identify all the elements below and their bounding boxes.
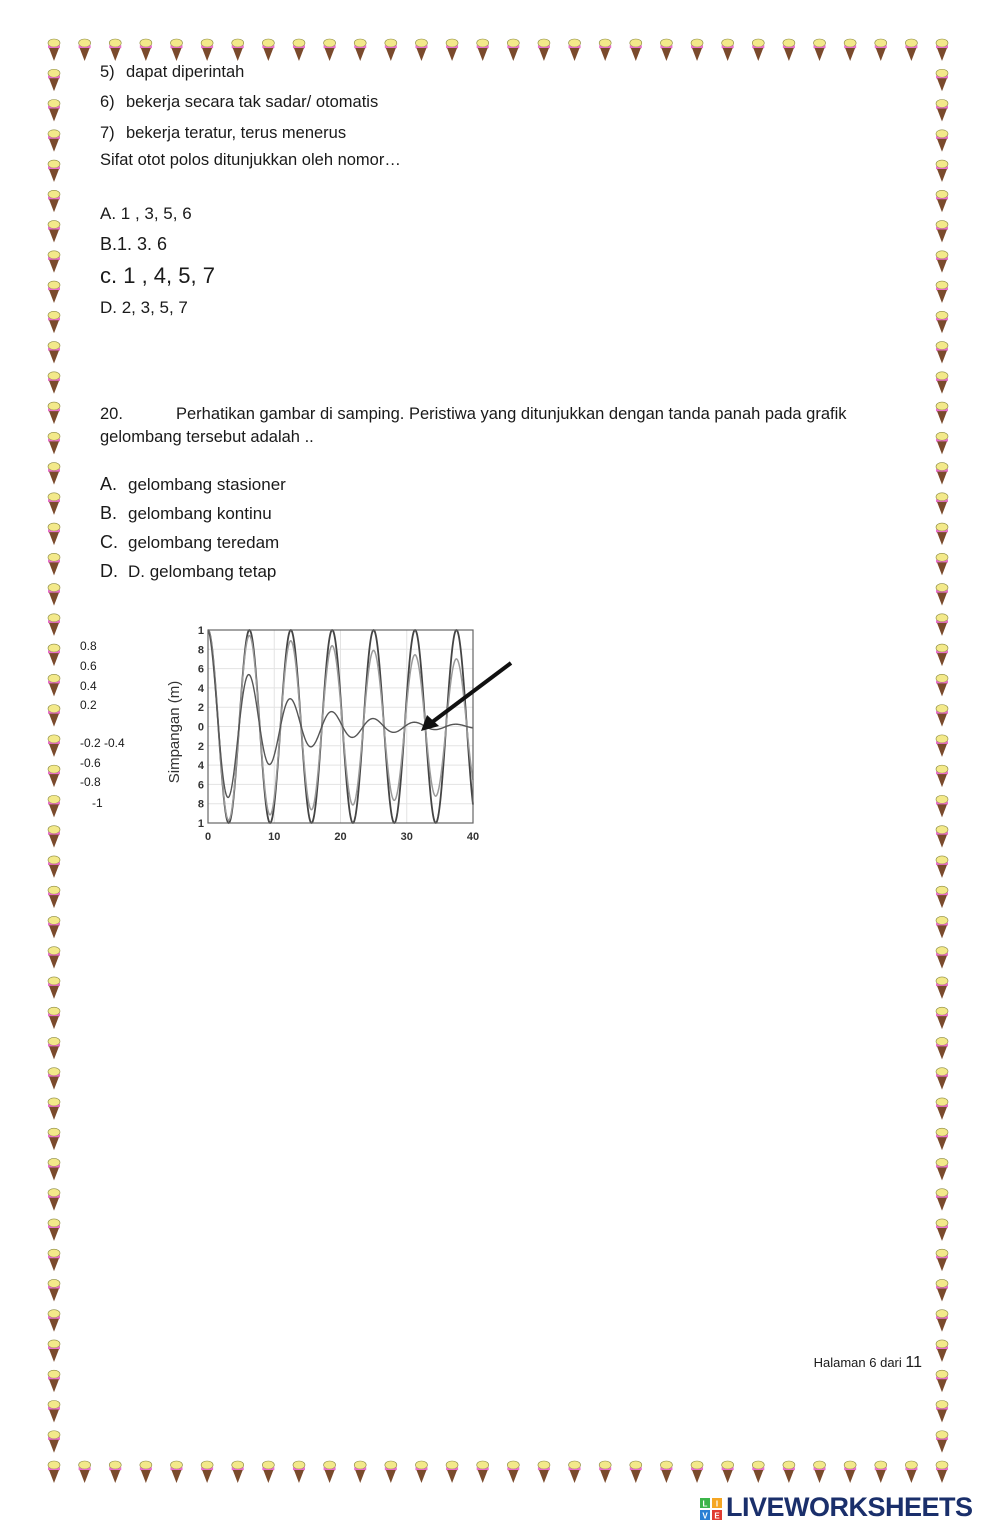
ice-cream-cone-icon bbox=[48, 584, 60, 606]
ice-cream-cone-icon bbox=[936, 1007, 948, 1029]
ice-cream-cone-icon bbox=[936, 1189, 948, 1211]
ice-cream-cone-icon bbox=[936, 705, 948, 727]
ice-cream-cone-icon bbox=[48, 251, 60, 273]
side-axis-label: 0.8 bbox=[80, 639, 97, 653]
ice-cream-cone-icon bbox=[936, 493, 948, 515]
q20-text-line1: Perhatikan gambar di samping. Peristiwa yang ditunjukkan dengan tanda panah pada grafik bbox=[176, 405, 847, 423]
ice-cream-cone-icon bbox=[569, 1461, 581, 1483]
ice-cream-cone-icon bbox=[936, 402, 948, 424]
ice-cream-cone-icon bbox=[722, 39, 734, 61]
ice-cream-cone-icon bbox=[936, 1158, 948, 1180]
ice-cream-cone-icon bbox=[48, 1128, 60, 1150]
ice-cream-cone-icon bbox=[936, 1128, 948, 1150]
ice-cream-cone-icon bbox=[201, 39, 213, 61]
y-tick-label: 1 bbox=[197, 625, 204, 637]
ice-cream-cone-icon bbox=[905, 39, 917, 61]
ice-cream-cone-icon bbox=[507, 39, 519, 61]
y-tick-label: 1 bbox=[197, 818, 204, 830]
ice-cream-cone-icon bbox=[48, 39, 60, 61]
prev-item-7: 7) bekerja teratur, terus menerus bbox=[100, 124, 347, 142]
ice-cream-cone-icon bbox=[262, 1461, 274, 1483]
ice-cream-cone-icon bbox=[660, 39, 672, 61]
ice-cream-cone-icon bbox=[936, 251, 948, 273]
ice-cream-cone-icon bbox=[936, 1279, 948, 1301]
ice-cream-cone-icon bbox=[936, 463, 948, 485]
ice-cream-cone-icon bbox=[936, 644, 948, 666]
ice-cream-cone-icon bbox=[48, 1370, 60, 1392]
ice-cream-cone-icon bbox=[936, 765, 948, 787]
y-axis-label: Simpangan (m) bbox=[166, 680, 183, 784]
ice-cream-cone-icon bbox=[936, 69, 948, 91]
prev-option-c[interactable]: c. 1 , 4, 5, 7 bbox=[100, 263, 215, 288]
ice-cream-cone-icon bbox=[875, 39, 887, 61]
ice-cream-cone-icon bbox=[936, 160, 948, 182]
ice-cream-cone-icon bbox=[936, 39, 948, 61]
ice-cream-cone-icon bbox=[48, 100, 60, 122]
ice-cream-cone-icon bbox=[262, 39, 274, 61]
ice-cream-cone-icon bbox=[415, 39, 427, 61]
ice-cream-cone-icon bbox=[48, 402, 60, 424]
ice-cream-cone-icon bbox=[48, 1310, 60, 1332]
ice-cream-cone-icon bbox=[936, 584, 948, 606]
ice-cream-cone-icon bbox=[324, 39, 336, 61]
prev-item-5: 5) dapat diperintah bbox=[100, 63, 245, 81]
ice-cream-cone-icon bbox=[936, 674, 948, 696]
ice-cream-cone-icon bbox=[752, 39, 764, 61]
side-axis-label: -0.6 bbox=[80, 756, 101, 770]
ice-cream-cone-icon bbox=[48, 553, 60, 575]
ice-cream-cone-icon bbox=[936, 1068, 948, 1090]
ice-cream-cone-icon bbox=[201, 1461, 213, 1483]
q20-option-a[interactable]: A. gelombang stasioner bbox=[100, 474, 286, 494]
ice-cream-cone-icon bbox=[170, 39, 182, 61]
ice-cream-cone-icon bbox=[936, 553, 948, 575]
ice-cream-cone-icon bbox=[936, 1098, 948, 1120]
ice-cream-cone-icon bbox=[48, 916, 60, 938]
ice-cream-cone-icon bbox=[936, 947, 948, 969]
q20-text-line2: gelombang tersebut adalah .. bbox=[100, 428, 314, 446]
ice-cream-cone-icon bbox=[936, 735, 948, 757]
y-tick-label: 6 bbox=[197, 663, 204, 676]
prev-option-b[interactable]: B.1. 3. 6 bbox=[100, 234, 168, 254]
q20-option-b[interactable]: B. gelombang kontinu bbox=[100, 503, 272, 523]
y-tick-label: 0 bbox=[197, 721, 204, 734]
ice-cream-cone-icon bbox=[48, 735, 60, 757]
ice-cream-cone-icon bbox=[936, 1310, 948, 1332]
ice-cream-cone-icon bbox=[936, 977, 948, 999]
ice-cream-cone-icon bbox=[538, 39, 550, 61]
ice-cream-cone-icon bbox=[936, 1037, 948, 1059]
ice-cream-cone-icon bbox=[48, 69, 60, 91]
ice-cream-cone-icon bbox=[48, 463, 60, 485]
ice-cream-cone-icon bbox=[140, 1461, 152, 1483]
ice-cream-cone-icon bbox=[170, 1461, 182, 1483]
ice-cream-cone-icon bbox=[48, 1279, 60, 1301]
svg-text:I: I bbox=[715, 1499, 719, 1509]
ice-cream-cone-icon bbox=[48, 947, 60, 969]
ice-cream-cone-icon bbox=[48, 221, 60, 243]
ice-cream-cone-icon bbox=[48, 190, 60, 212]
brand-watermark bbox=[700, 1492, 995, 1526]
ice-cream-cone-icon bbox=[752, 1461, 764, 1483]
y-tick-label: 6 bbox=[197, 779, 204, 792]
ice-cream-cone-icon bbox=[293, 39, 305, 61]
ice-cream-cone-icon bbox=[232, 39, 244, 61]
svg-text:L: L bbox=[702, 1499, 708, 1509]
ice-cream-cone-icon bbox=[446, 1461, 458, 1483]
y-tick-label: 4 bbox=[197, 760, 204, 773]
ice-cream-cone-icon bbox=[79, 39, 91, 61]
prev-prompt: Sifat otot polos ditunjukkan oleh nomor… bbox=[100, 151, 401, 169]
prev-item-6: 6) bekerja secara tak sadar/ otomatis bbox=[100, 93, 379, 111]
ice-cream-cone-icon bbox=[936, 311, 948, 333]
ice-cream-cone-icon bbox=[232, 1461, 244, 1483]
side-axis-label: 0.4 bbox=[80, 679, 97, 693]
ice-cream-cone-icon bbox=[936, 916, 948, 938]
ice-cream-cone-icon bbox=[477, 39, 489, 61]
side-axis-label: 0.2 bbox=[80, 698, 97, 712]
ice-cream-cone-icon bbox=[48, 644, 60, 666]
ice-cream-cone-icon bbox=[48, 432, 60, 454]
y-tick-label: 4 bbox=[197, 682, 204, 695]
ice-cream-cone-icon bbox=[936, 826, 948, 848]
ice-cream-cone-icon bbox=[385, 39, 397, 61]
ice-cream-cone-icon bbox=[109, 39, 121, 61]
ice-cream-cone-icon bbox=[48, 1037, 60, 1059]
ice-cream-cone-icon bbox=[48, 856, 60, 878]
ice-cream-cone-icon bbox=[48, 674, 60, 696]
ice-cream-cone-icon bbox=[385, 1461, 397, 1483]
ice-cream-cone-icon bbox=[48, 1158, 60, 1180]
ice-cream-cone-icon bbox=[48, 1098, 60, 1120]
prev-option-a[interactable]: A. 1 , 3, 5, 6 bbox=[100, 204, 192, 223]
ice-cream-cone-icon bbox=[477, 1461, 489, 1483]
ice-cream-cone-icon bbox=[140, 39, 152, 61]
ice-cream-cone-icon bbox=[48, 1007, 60, 1029]
ice-cream-cone-icon bbox=[722, 1461, 734, 1483]
ice-cream-cone-icon bbox=[936, 1461, 948, 1483]
q20-option-d[interactable]: D. D. gelombang tetap bbox=[100, 561, 277, 581]
x-tick-label: 20 bbox=[334, 831, 347, 843]
side-axis-label: 0.6 bbox=[80, 659, 97, 673]
ice-cream-cone-icon bbox=[48, 493, 60, 515]
ice-cream-cone-icon bbox=[48, 1189, 60, 1211]
ice-cream-cone-icon bbox=[936, 342, 948, 364]
x-tick-label: 10 bbox=[268, 831, 281, 843]
ice-cream-cone-icon bbox=[599, 39, 611, 61]
ice-cream-cone-icon bbox=[109, 1461, 121, 1483]
ice-cream-cone-icon bbox=[507, 1461, 519, 1483]
ice-cream-cone-icon bbox=[844, 39, 856, 61]
ice-cream-cone-icon bbox=[936, 100, 948, 122]
ice-cream-cone-icon bbox=[875, 1461, 887, 1483]
side-axis-label: -0.2 -0.4 bbox=[80, 736, 125, 750]
ice-cream-cone-icon bbox=[936, 221, 948, 243]
ice-cream-cone-icon bbox=[936, 130, 948, 152]
ice-cream-cone-icon bbox=[48, 795, 60, 817]
svg-text:E: E bbox=[714, 1511, 720, 1520]
ice-cream-cone-icon bbox=[48, 886, 60, 908]
ice-cream-cone-icon bbox=[844, 1461, 856, 1483]
ice-cream-cone-icon bbox=[48, 614, 60, 636]
ice-cream-cone-icon bbox=[936, 190, 948, 212]
ice-cream-cone-icon bbox=[936, 1400, 948, 1422]
ice-cream-cone-icon bbox=[48, 705, 60, 727]
ice-cream-cone-icon bbox=[48, 523, 60, 545]
x-tick-label: 30 bbox=[400, 831, 413, 843]
side-axis-label: -1 bbox=[92, 796, 103, 810]
page-footer: Halaman 6 dari 11 bbox=[813, 1354, 922, 1371]
ice-cream-cone-icon bbox=[936, 432, 948, 454]
ice-cream-cone-icon bbox=[48, 372, 60, 394]
ice-cream-cone-icon bbox=[936, 614, 948, 636]
ice-cream-cone-icon bbox=[936, 523, 948, 545]
ice-cream-cone-icon bbox=[814, 39, 826, 61]
side-axis-label: -0.8 bbox=[80, 775, 101, 789]
ice-cream-cone-icon bbox=[660, 1461, 672, 1483]
ice-cream-cone-icon bbox=[936, 1431, 948, 1453]
ice-cream-cone-icon bbox=[415, 1461, 427, 1483]
ice-cream-cone-icon bbox=[48, 1340, 60, 1362]
ice-cream-cone-icon bbox=[48, 1461, 60, 1483]
ice-cream-cone-icon bbox=[354, 39, 366, 61]
ice-cream-cone-icon bbox=[905, 1461, 917, 1483]
svg-text:V: V bbox=[702, 1511, 708, 1520]
ice-cream-cone-icon bbox=[691, 1461, 703, 1483]
ice-cream-cone-icon bbox=[630, 39, 642, 61]
liveworksheets-logo-icon bbox=[700, 1498, 722, 1520]
ice-cream-cone-icon bbox=[48, 281, 60, 303]
ice-cream-cone-icon bbox=[293, 1461, 305, 1483]
ice-cream-cone-icon bbox=[48, 130, 60, 152]
y-tick-label: 8 bbox=[197, 644, 204, 657]
ice-cream-cone-icon bbox=[79, 1461, 91, 1483]
ice-cream-cone-icon bbox=[691, 39, 703, 61]
ice-cream-cone-icon bbox=[936, 1370, 948, 1392]
ice-cream-cone-icon bbox=[936, 1219, 948, 1241]
ice-cream-cone-icon bbox=[354, 1461, 366, 1483]
x-tick-label: 0 bbox=[204, 831, 212, 843]
ice-cream-cone-icon bbox=[48, 1400, 60, 1422]
ice-cream-cone-icon bbox=[48, 977, 60, 999]
ice-cream-cone-icon bbox=[48, 342, 60, 364]
ice-cream-cone-icon bbox=[48, 1219, 60, 1241]
y-tick-label: 8 bbox=[197, 798, 204, 811]
ice-cream-cone-icon bbox=[936, 372, 948, 394]
y-tick-label: 2 bbox=[197, 702, 204, 715]
ice-cream-cone-icon bbox=[48, 160, 60, 182]
prev-option-d[interactable]: D. 2, 3, 5, 7 bbox=[100, 298, 188, 317]
ice-cream-cone-icon bbox=[538, 1461, 550, 1483]
y-tick-label: 2 bbox=[197, 740, 204, 753]
ice-cream-cone-icon bbox=[630, 1461, 642, 1483]
ice-cream-cone-icon bbox=[936, 1249, 948, 1271]
ice-cream-cone-icon bbox=[814, 1461, 826, 1483]
ice-cream-cone-icon bbox=[324, 1461, 336, 1483]
ice-cream-cone-icon bbox=[936, 1340, 948, 1362]
q20-number: 20. bbox=[100, 405, 123, 423]
ice-cream-cone-icon bbox=[783, 39, 795, 61]
damped-wave-chart bbox=[155, 622, 525, 852]
ice-cream-cone-icon bbox=[599, 1461, 611, 1483]
ice-cream-cone-icon bbox=[569, 39, 581, 61]
ice-cream-cone-icon bbox=[446, 39, 458, 61]
ice-cream-cone-icon bbox=[936, 856, 948, 878]
ice-cream-cone-icon bbox=[48, 765, 60, 787]
q20-option-c[interactable]: C. gelombang teredam bbox=[100, 532, 280, 552]
ice-cream-cone-icon bbox=[936, 281, 948, 303]
ice-cream-cone-icon bbox=[48, 311, 60, 333]
brand-name: LIVEWORKSHEETS bbox=[726, 1492, 973, 1522]
x-tick-label: 40 bbox=[466, 831, 480, 843]
ice-cream-cone-icon bbox=[48, 1068, 60, 1090]
ice-cream-cone-icon bbox=[48, 1431, 60, 1453]
ice-cream-cone-icon bbox=[783, 1461, 795, 1483]
ice-cream-cone-icon bbox=[48, 826, 60, 848]
ice-cream-cone-icon bbox=[936, 886, 948, 908]
ice-cream-cone-icon bbox=[936, 795, 948, 817]
ice-cream-cone-icon bbox=[48, 1249, 60, 1271]
